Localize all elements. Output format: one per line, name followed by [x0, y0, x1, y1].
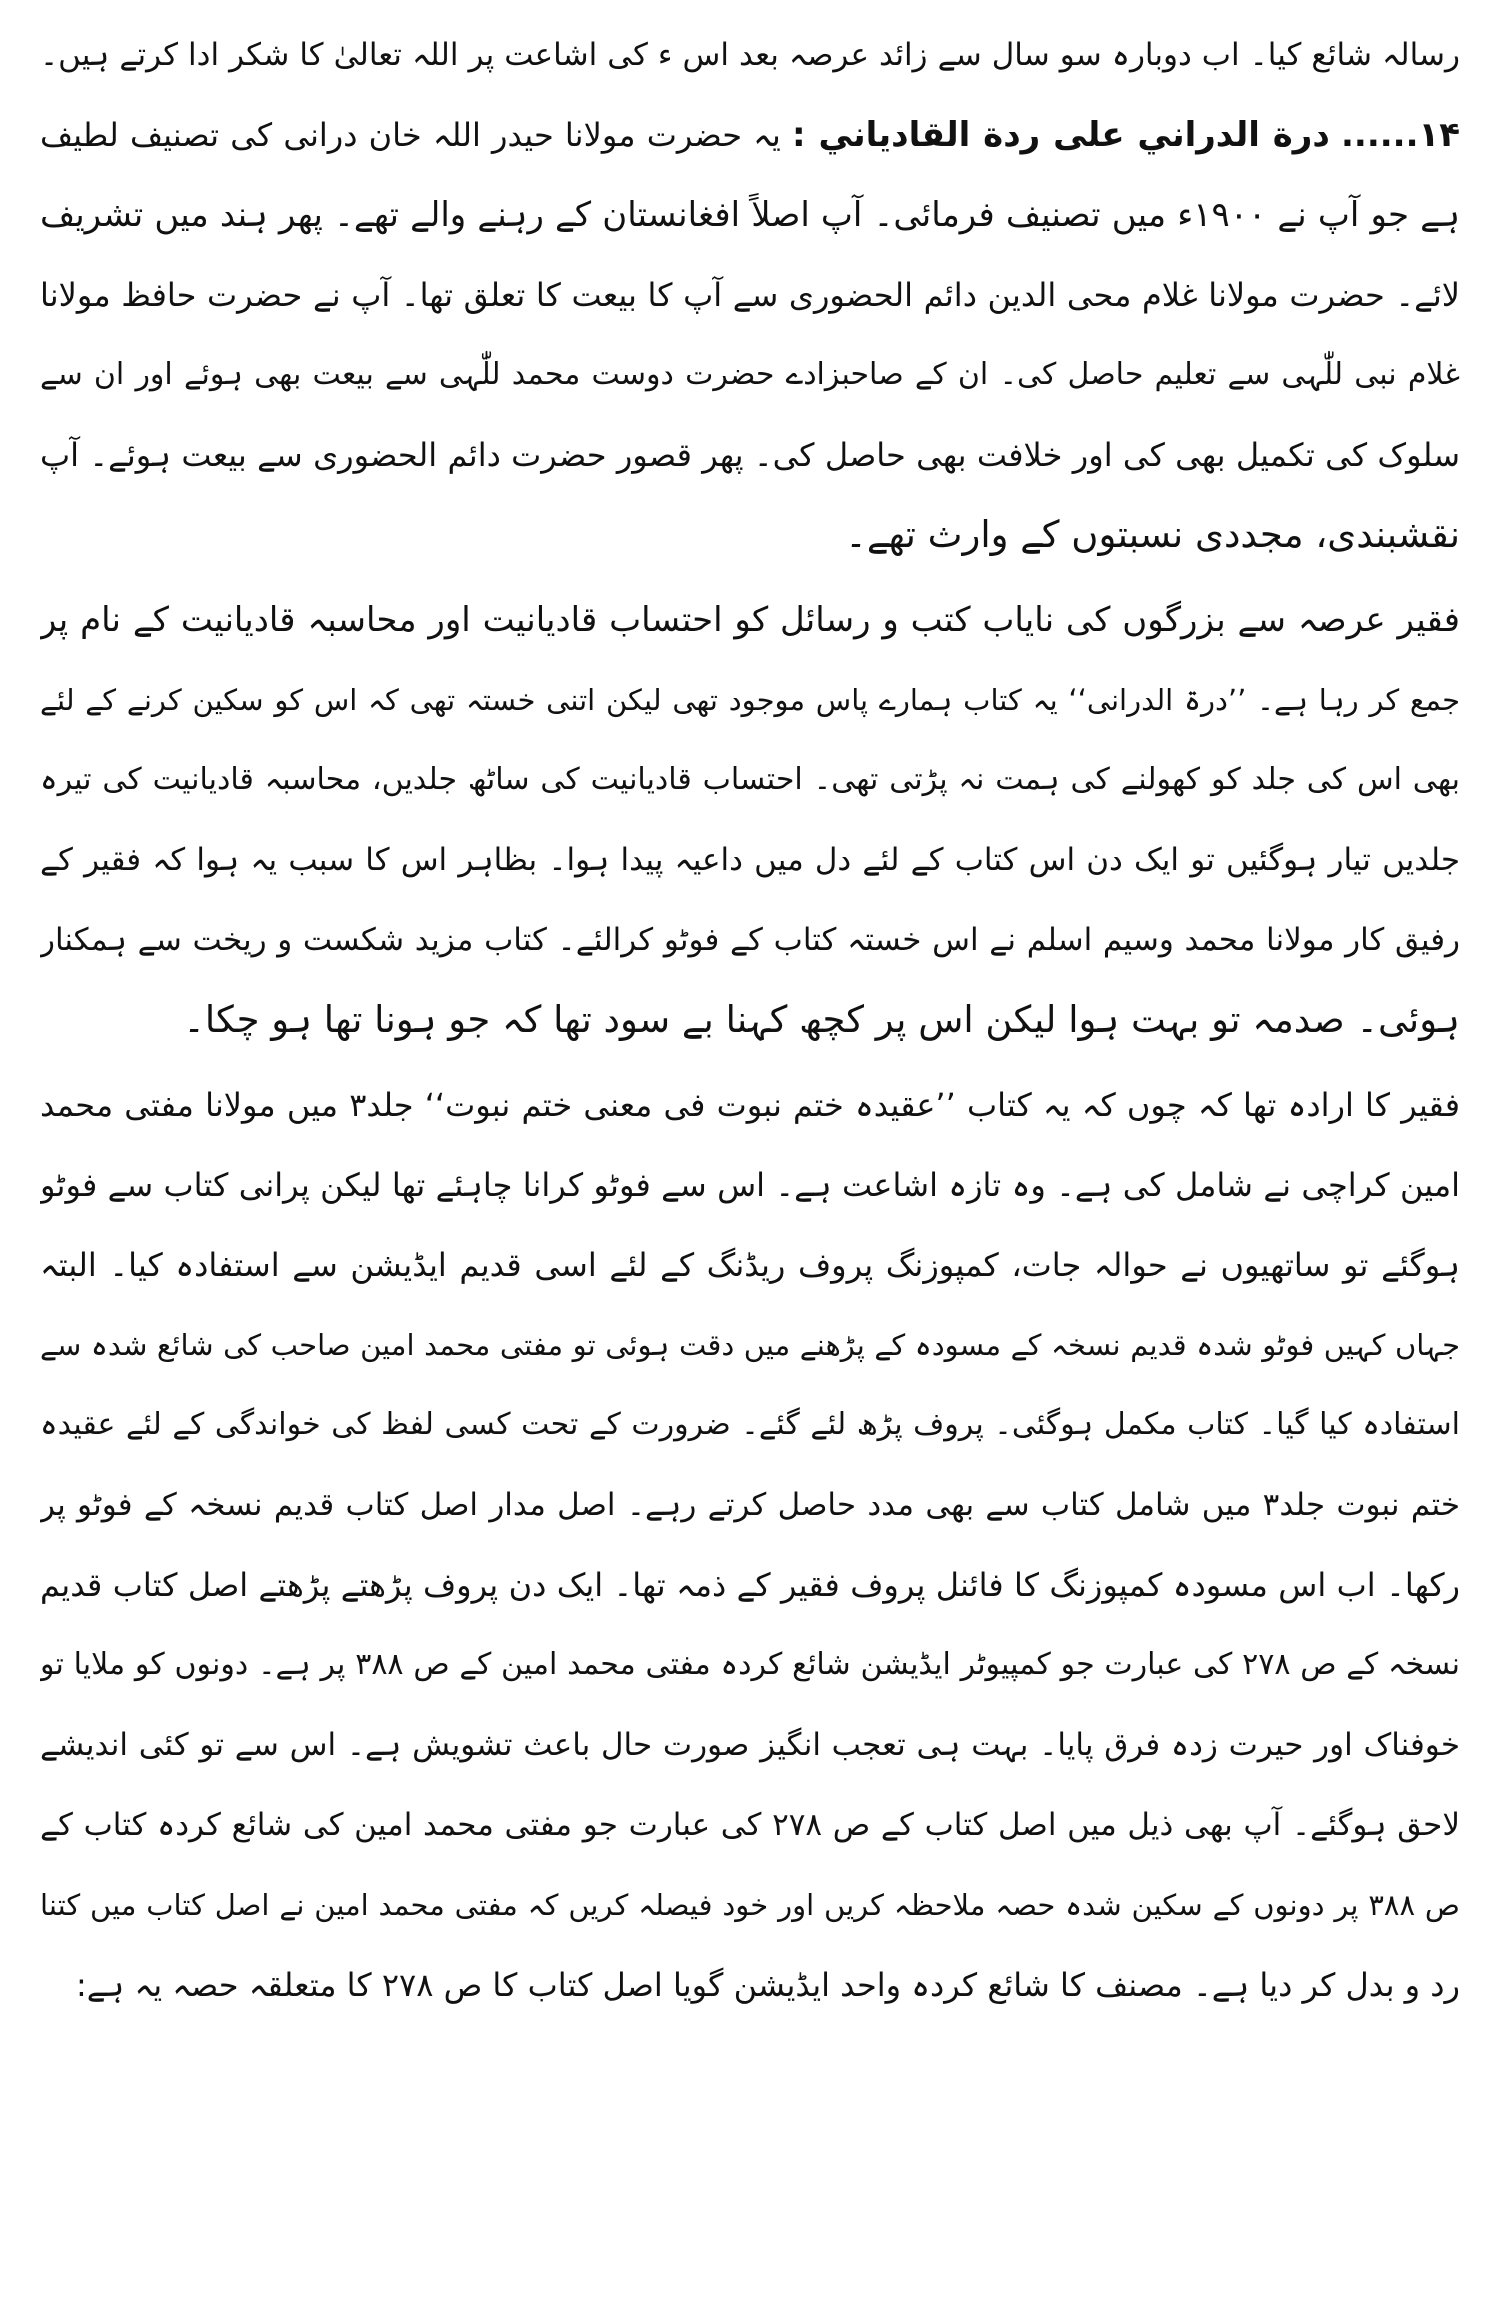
- text-line-22: خوفناک اور حیرت زدہ فرق پایا۔ بہت ہی تعجب انگیز صورت حال باعث تشویش ہے۔ اس سے تو کئی اندیشے: [40, 1727, 1460, 1763]
- section-number: ۱۴......: [1341, 115, 1460, 155]
- text-line-14: فقیر کا ارادہ تھا کہ چوں کہ یہ کتاب ’’عقیدہ ختم نبوت فی معنی ختم نبوت‘‘ جلد۳ میں مولانا مفتی محمد: [40, 1086, 1460, 1124]
- text-line-1: رسالہ شائع کیا۔ اب دوبارہ سو سال سے زائد عرصہ بعد اس ء کی اشاعت پر اللہ تعالیٰ کا شکر ادا کرتے ہیں۔: [40, 37, 1460, 73]
- text-line-15: امین کراچی نے شامل کی ہے۔ وہ تازہ اشاعت ہے۔ اس سے فوٹو کرانا چاہئے تھا لیکن پرانی کتاب سے فوٹو: [40, 1166, 1460, 1204]
- section-title: درة الدراني علی ردة القادياني :: [792, 115, 1330, 155]
- text-line-18: استفادہ کیا گیا۔ کتاب مکمل ہوگئی۔ پروف پڑھ لئے گئے۔ ضرورت کے تحت کسی لفظ کی خواندگی کے لئے عقیدہ: [40, 1407, 1460, 1442]
- text-line-3: ہے جو آپ نے ۱۹۰۰ء میں تصنیف فرمائی۔ آپ اصلاً افغانستان کے رہنے والے تھے۔ پھر ہند میں تشریف: [40, 195, 1460, 235]
- text-line-2: [40, 95, 1460, 175]
- text-line-13: ہوئی۔ صدمہ تو بہت ہوا لیکن اس پر کچھ کہنا بے سود تھا کہ جو ہونا تھا ہو چکا۔: [183, 998, 1460, 1041]
- section-intro: یہ حضرت مولانا حیدر اللہ خان درانی کی تصنیف لطیف: [40, 116, 781, 154]
- text-line-23: لاحق ہوگئے۔ آپ بھی ذیل میں اصل کتاب کے ص ۲۷۸ کی عبارت جو مفتی محمد امین کی شائع کردہ کتاب کے: [40, 1807, 1460, 1843]
- text-line-19: ختم نبوت جلد۳ میں شامل کتاب سے بھی مدد حاصل کرتے رہے۔ اصل مدار اصل کتاب قدیم نسخہ کے فوٹو پر: [40, 1487, 1460, 1523]
- text-line-10: بھی اس کی جلد کو کھولنے کی ہمت نہ پڑتی تھی۔ احتساب قادیانیت کی ساٹھ جلدیں، محاسبہ قادیانیت کی تیرہ: [40, 762, 1460, 797]
- text-line-4: لائے۔ حضرت مولانا غلام محی الدین دائم الحضوری سے آپ کا بیعت کا تعلق تھا۔ آپ نے حضرت حافظ مولانا: [40, 276, 1460, 314]
- text-line-21: نسخہ کے ص ۲۷۸ کی عبارت جو کمپیوٹر ایڈیشن شائع کردہ مفتی محمد امین کے ص ۳۸۸ پر ہے۔ دونوں کو ملایا تو: [40, 1647, 1460, 1682]
- text-line-24: ص ۳۸۸ پر دونوں کے سکین شدہ حصہ ملاحظہ کریں اور خود فیصلہ کریں کہ مفتی محمد امین نے اصل کتاب میں کتنا: [40, 1888, 1460, 1922]
- text-line-20: رکھا۔ اب اس مسودہ کمپوزنگ کا فائنل پروف فقیر کے ذمہ تھا۔ ایک دن پروف پڑھتے پڑھتے اصل کتاب قدیم: [40, 1566, 1460, 1604]
- text-line-9: جمع کر رہا ہے۔ ’’درۃ الدرانی‘‘ یہ کتاب ہمارے پاس موجود تھی لیکن اتنی خستہ تھی کہ اس کو سکین کرنے کے لئے: [40, 683, 1460, 717]
- text-line-25: رد و بدل کر دیا ہے۔ مصنف کا شائع کردہ واحد ایڈیشن گویا اصل کتاب کا ص ۲۷۸ کا متعلقہ حصہ یہ ہے:: [76, 1966, 1460, 2004]
- text-line-17: جہاں کہیں فوٹو شدہ قدیم نسخہ کے مسودہ کے پڑھنے میں دقت ہوئی تو مفتی محمد امین صاحب کی شائع شدہ سے: [40, 1328, 1460, 1362]
- text-line-11: جلدیں تیار ہوگئیں تو ایک دن اس کتاب کے لئے دل میں داعیہ پیدا ہوا۔ بظاہر اس کا سبب یہ ہوا کہ فقیر کے: [40, 842, 1460, 878]
- text-line-7: نقشبندی، مجددی نسبتوں کے وارث تھے۔: [845, 513, 1460, 556]
- text-line-8: فقیر عرصہ سے بزرگوں کی نایاب کتب و رسائل کو احتساب قادیانیت اور محاسبہ قادیانیت کے نام پر: [40, 600, 1460, 640]
- text-line-5: غلام نبی للّٰہی سے تعلیم حاصل کی۔ ان کے صاحبزادے حضرت دوست محمد للّٰہی سے بیعت بھی ہوئے اور ان سے: [40, 357, 1460, 392]
- text-line-6: سلوک کی تکمیل بھی کی اور خلافت بھی حاصل کی۔ پھر قصور حضرت دائم الحضوری سے بیعت ہوئے۔ آپ: [40, 436, 1460, 474]
- text-line-12: رفیق کار مولانا محمد وسیم اسلم نے اس خستہ کتاب کے فوٹو کرالئے۔ کتاب مزید شکست و ریخت سے ہمکنار: [40, 922, 1460, 958]
- text-line-16: ہوگئے تو ساتھیوں نے حوالہ جات، کمپوزنگ پروف ریڈنگ کے لئے اسی قدیم ایڈیشن سے استفادہ کیا۔ البتہ: [40, 1246, 1460, 1284]
